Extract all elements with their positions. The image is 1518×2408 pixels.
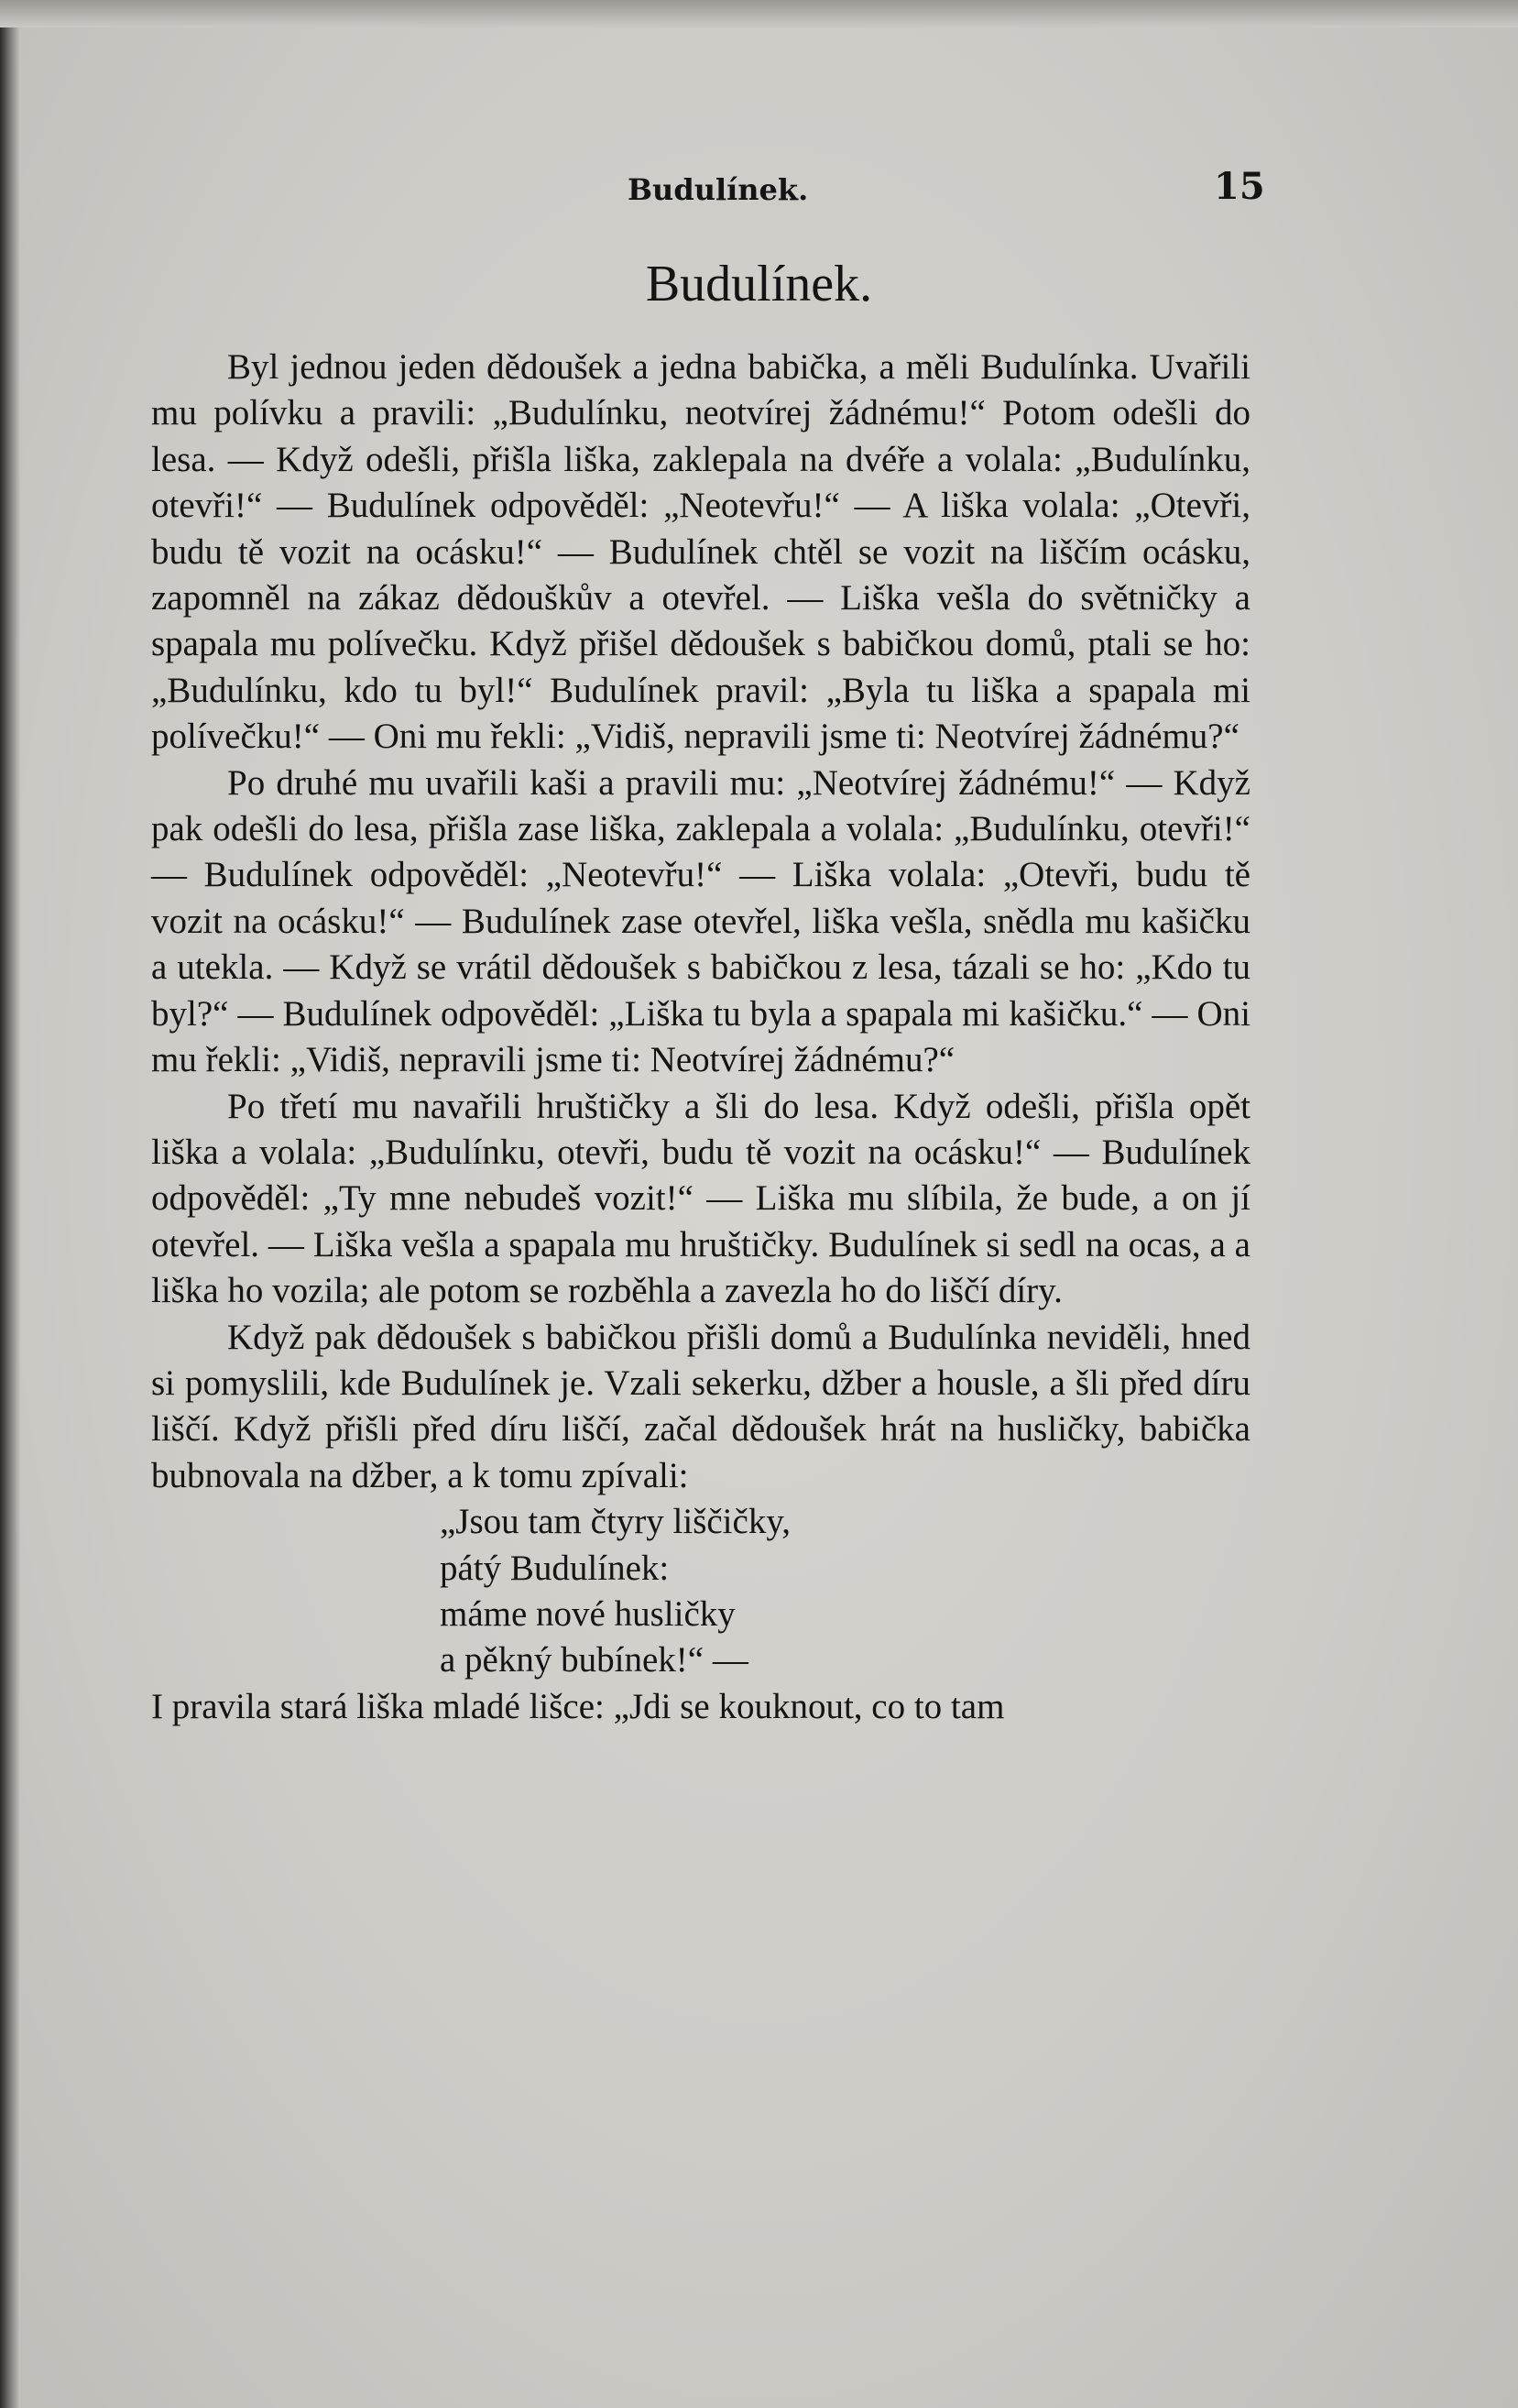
page-top-edge bbox=[0, 0, 1518, 27]
paragraph-3: Po třetí mu navařili hruštičky a šli do lesa. Když odešli, přišla opět liška a volala: „Budulínku, otevři, budu tě vozit na ocásku!“ — Budulínek odpověděl: „Ty mne nebudeš vozit!“ — Liška mu slíbila, že bude, a on jí otevřel. — Liška vešla a spapala mu hruštičky. Budulínek si sedl na ocas, a a liška ho vozila; ale potom se rozběhla a zavezla ho do liščí díry. bbox=[151, 1086, 1250, 1311]
paragraph-1: Byl jednou jeden dědoušek a jedna babička, a měli Budulínka. Uvařili mu polívku a pravili: „Budulínku, neotvírej žádnému!“ Potom odešli do lesa. — Když odešli, přišla liška, zaklepala na dvéře a volala: „Budulínku, otevři!“ — Budulínek odpověděl: „Neotevřu!“ — A liška volala: „Otevři, budu tě vozit na ocásku!“ — Budulínek chtěl se vozit na liščím ocásku, zapomněl na zákaz dědouškův a otevřel. — Liška vešla do světničky a spapala mu polívečku. Když přišel dědoušek s babičkou domů, ptali se ho: „Budulínku, kdo tu byl!“ Budulínek pravil: „Byla tu liška a spapala mi polívečku!“ — Oni mu řekli: „Vidiš, nepravili jsme ti: Neotvírej žádnému?“ bbox=[151, 347, 1250, 757]
running-head: Budulínek. bbox=[628, 172, 809, 207]
verse-line: a pěkný bubínek!“ — bbox=[440, 1640, 748, 1680]
last-line: I pravila stará liška mladé lišce: „Jdi se kouknout, co to tam bbox=[151, 1686, 1005, 1726]
verse-line: máme nové husličky bbox=[440, 1593, 736, 1634]
verse-line: pátý Budulínek: bbox=[440, 1548, 670, 1588]
chapter-title: Budulínek. bbox=[645, 256, 873, 312]
verse-line: „Jsou tam čtyry liščičky, bbox=[440, 1502, 792, 1542]
paragraph-4: Když pak dědoušek s babičkou přišli domů a Budulínka neviděli, hned si pomyslili, kde Budulínek je. Vzali sekerku, džber a housle, a šli před díru liščí. Když přišli před díru liščí, začal dědoušek hrát na husličky, babička bubnovala na džber, a k tomu zpívali: bbox=[151, 1317, 1250, 1495]
page-binding-edge bbox=[0, 0, 20, 2408]
body-text bbox=[151, 345, 1250, 1730]
paragraph-2: Po druhé mu uvařili kaši a pravili mu: „Neotvírej žádnému!“ — Když pak odešli do lesa, přišla zase liška, zaklepala a volala: „Budulínku, otevři!“ — Budulínek odpověděl: „Neotevřu!“ — Liška volala: „Otevři, budu tě vozit na ocásku!“ — Budulínek zase otevřel, liška vešla, snědla mu kašičku a utekla. — Když se vrátil dědoušek s babičkou z lesa, tázali se ho: „Kdo tu byl?“ — Budulínek odpověděl: „Liška tu byla a spapala mi kašičku.“ — Oni mu řekli: „Vidiš, nepravili jsme ti: Neotvírej žádnému?“ bbox=[151, 762, 1250, 1080]
song-verse bbox=[440, 1499, 1250, 1684]
page-number: 15 bbox=[1214, 165, 1265, 208]
